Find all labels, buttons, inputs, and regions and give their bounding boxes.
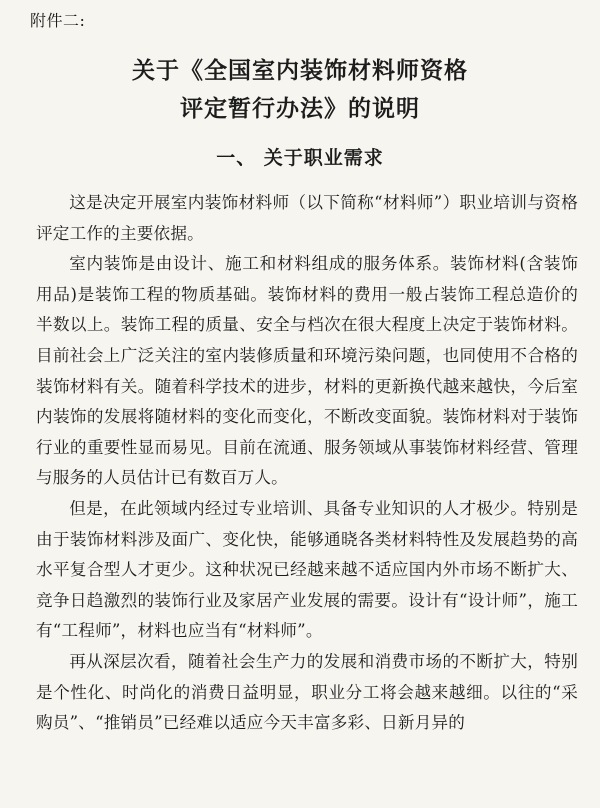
document-title-line-2: 评定暂行办法》的说明 xyxy=(180,96,420,122)
section-heading: 一、 关于职业需求 xyxy=(216,147,384,169)
attachment-label: 附件二: xyxy=(30,11,86,30)
paragraph: 但是，在此领域内经过专业培训、具备专业知识的人才极少。特别是由于装饰材料涉及面广、变化快，能够通晓各类材料特性及发展趋势的高水平复合型人才更少。这种状况已经越来越不适应国内外市场不断扩大、竞争日趋激烈的装饰行业及家居产业发展的需要。设计有“设计师”，施工有“工程师”，材料也应当有“材料师”。 xyxy=(36,498,578,641)
document-body xyxy=(36,188,578,739)
paragraph: 室内装饰是由设计、施工和材料组成的服务体系。装饰材料(含装饰用品)是装饰工程的物质基础。装饰材料的费用一般占装饰工程总造价的半数以上。装饰工程的质量、安全与档次在很大程度上决定于装饰材料。目前社会上广泛关注的室内装修质量和环境污染问题，也同使用不合格的装饰材料有关。随着科学技术的进步，材料的更新换代越来越快，今后室内装饰的发展将随材料的变化而变化，不断改变面貌。装饰材料对于装饰行业的重要性显而易见。目前在流通、服务领域从事装饰材料经营、管理与服务的人员估计已有数百万人。 xyxy=(36,254,578,488)
document-title-line-1: 关于《全国室内装饰材料师资格 xyxy=(132,58,468,84)
paragraph: 这是决定开展室内装饰材料师（以下简称“材料师”）职业培训与资格评定工作的主要依据。 xyxy=(36,193,578,243)
paragraph: 再从深层次看，随着社会生产力的发展和消费市场的不断扩大，特别是个性化、时尚化的消费日益明显，职业分工将会越来越细。以往的“采购员”、“推销员”已经难以适应今天丰富多彩、日新月异的 xyxy=(36,651,578,733)
